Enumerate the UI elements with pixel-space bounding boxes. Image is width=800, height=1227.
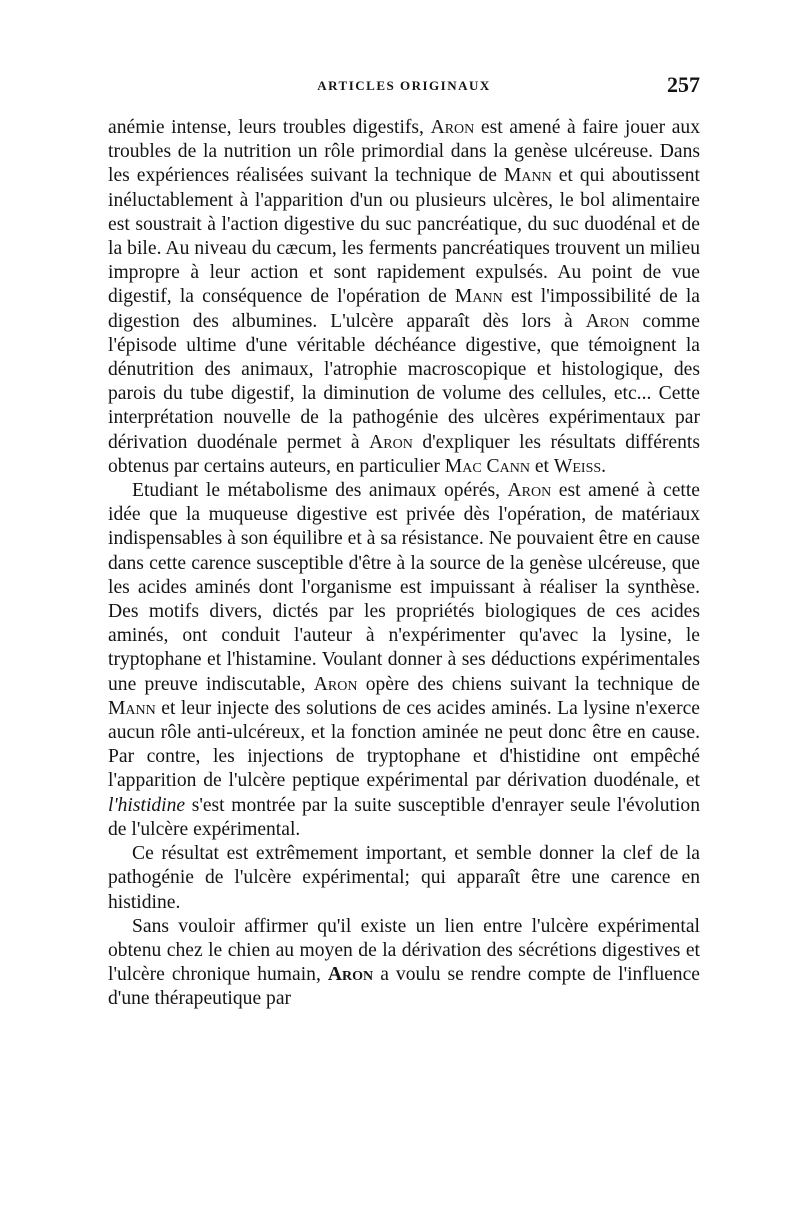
author-name-mann: Mann xyxy=(503,165,552,187)
author-name-aron: Aron xyxy=(507,480,552,502)
author-name-aron: Aron xyxy=(313,673,358,695)
italic-term-histidine: l'histidine xyxy=(108,794,186,816)
text-run: Etudiant le métabolisme des animaux opérés, xyxy=(132,480,508,502)
author-name-aron: Aron xyxy=(369,431,413,453)
text-run: est amené à cette idée que la muqueuse digestive est privée dès l'opération, de matériaux indispensables à son équilibre et à sa résistance. Ne pouvaient être en cause dans cette carence susceptible d'être à la source de la genèse ulcéreuse, que les acides aminés dont l'organisme est impuissant à réaliser la synthèse. Des motifs divers, dictés par les propriétés biologiques de ces acides aminés, ont conduit l'auteur à n'expérimenter qu'avec la lysine, le tryptophane et l'histamine. Voulant donner à ses déductions expérimentales une preuve indiscutable, xyxy=(108,480,700,695)
running-title: ARTICLES ORIGINAUX xyxy=(317,78,491,93)
author-name-mann: Mann xyxy=(454,286,503,308)
author-name-mann: Mann xyxy=(108,697,156,719)
running-head xyxy=(108,72,700,102)
author-name-mac-cann: Mac Cann xyxy=(444,455,530,477)
author-name-aron: Aron xyxy=(430,117,475,138)
text-run: Sans vouloir affirmer qu'il existe un lien entre l'ulcère expérimental obtenu chez le chien au moyen de la dérivation des sécrétions digestives et l'ulcère chronique humain, xyxy=(108,915,700,986)
text-run: et xyxy=(529,455,554,477)
author-name-aron: Aron xyxy=(327,964,374,986)
text-run: opère des chiens suivant la technique de xyxy=(357,673,700,695)
text-run: et qui aboutissent inéluctablement à l'apparition d'un ou plusieurs ulcères, le bol alimentaire est soustrait à l'action digestive du suc pancréatique, du suc duodénal et de la bile. Au niveau du cæcum, les ferments pancréatiques trouvent un milieu impropre à leur action et sont rapidement expulsés. Au point de vue digestif, la conséquence de l'opération de xyxy=(108,165,700,308)
text-run: anémie intense, leurs troubles digestifs, xyxy=(108,117,431,138)
text-run: comme l'épisode ultime d'une véritable déchéance digestive, que témoignent la dénutrition des animaux, l'atrophie macroscopique et histologique, des parois du tube digestif, la diminution de volume des cellules, etc... Cette interprétation nouvelle de la pathogénie des ulcères expérimentaux par dérivation duodénale permet à xyxy=(108,310,700,453)
text-run: s'est montrée par la suite susceptible d'enrayer seule l'évolution de l'ulcère expérimental. xyxy=(108,794,700,840)
text-run: Ce résultat est extrêmement important, et semble donner la clef de la pathogénie de l'ulcère expérimental; qui apparaît être une carence en histidine. xyxy=(108,843,700,913)
text-run: d'expliquer les résultats différents obtenus par certains auteurs, en particulier xyxy=(108,431,700,477)
paragraph-4 xyxy=(108,915,700,1012)
text-run: est amené à faire jouer aux troubles de la nutrition un rôle primordial dans la genèse ulcéreuse. Dans les expériences réalisées suivant la technique de xyxy=(108,117,700,187)
page-number: 257 xyxy=(667,72,700,97)
paragraph-3 xyxy=(108,842,700,915)
text-run: . xyxy=(601,455,607,477)
text-run: est l'impossibilité de la digestion des albumines. L'ulcère apparaît dès lors à xyxy=(108,286,701,332)
body-text xyxy=(108,116,700,1012)
author-name-weiss: Weiss xyxy=(553,455,602,477)
text-run: et leur injecte des solutions de ces acides aminés. La lysine n'exerce aucun rôle anti-ulcéreux, et la fonction aminée ne peut donc être en cause. Par contre, les injections de tryptophane et d'histidine ont empêché l'apparition de l'ulcère peptique expérimental par dérivation duodénale, et xyxy=(108,697,700,792)
text-run: a voulu se rendre compte de l'influence d'une thérapeutique par xyxy=(108,964,700,1010)
paragraph-2 xyxy=(108,479,700,842)
paragraph-1 xyxy=(108,116,700,479)
author-name-aron: Aron xyxy=(585,310,630,332)
book-page xyxy=(108,72,700,1012)
